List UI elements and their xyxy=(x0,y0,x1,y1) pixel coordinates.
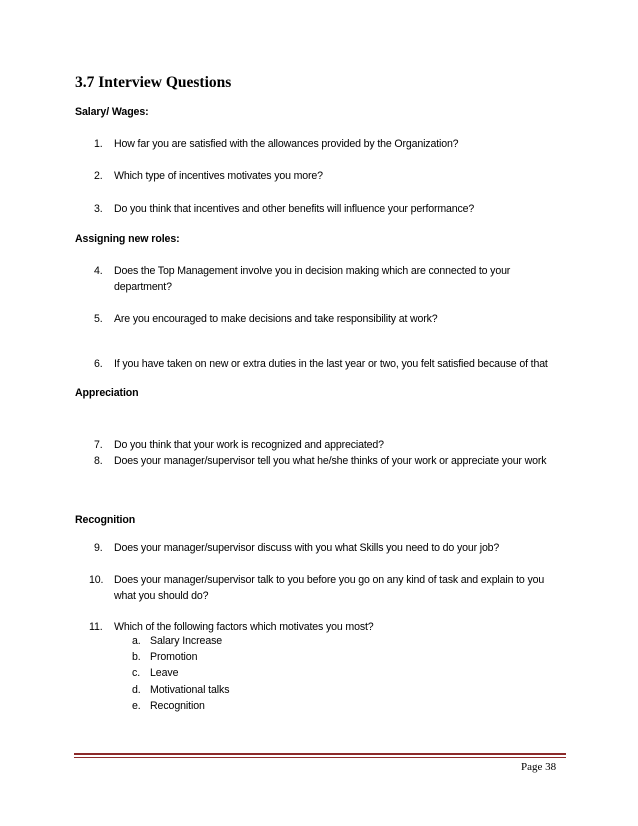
question-text: How far you are satisfied with the allowances provided by the Organization? xyxy=(114,138,459,150)
question-number: 3. xyxy=(94,203,103,215)
question-number: 8. xyxy=(94,455,103,467)
section-label-recognition: Recognition xyxy=(75,514,136,526)
option-letter: b. xyxy=(132,651,141,663)
question-number: 7. xyxy=(94,439,103,451)
question-text: Which of the following factors which motivates you most? xyxy=(114,621,374,633)
section-label-roles: Assigning new roles: xyxy=(75,233,180,245)
option-text: Leave xyxy=(150,667,179,679)
section-label-salary: Salary/ Wages: xyxy=(75,106,149,118)
section-label-appreciation: Appreciation xyxy=(75,387,139,399)
question-text: Do you think that your work is recognized and appreciated? xyxy=(114,439,384,451)
option-text: Promotion xyxy=(150,651,198,663)
option-letter: a. xyxy=(132,635,141,647)
question-text: Does the Top Management involve you in decision making which are connected to your department? xyxy=(114,265,511,293)
question-text: If you have taken on new or extra duties in the last year or two, you felt satisfied because of that xyxy=(114,358,548,370)
option-text: Recognition xyxy=(150,700,205,712)
option-text: Motivational talks xyxy=(150,684,230,696)
question-text: Does your manager/supervisor discuss with you what Skills you need to do your job? xyxy=(114,542,500,554)
question-text: Does your manager/supervisor tell you what he/she thinks of your work or appreciate your work xyxy=(114,455,547,467)
question-text: Do you think that incentives and other benefits will influence your performance? xyxy=(114,203,475,215)
option-letter: d. xyxy=(132,684,141,696)
question-number: 4. xyxy=(94,265,103,277)
option-text: Salary Increase xyxy=(150,635,223,647)
option-letter: e. xyxy=(132,700,141,712)
question-number: 11. xyxy=(89,621,103,633)
footer-rule-thick xyxy=(74,753,566,755)
option-letter: c. xyxy=(132,667,141,679)
question-number: 5. xyxy=(94,313,103,325)
page-number: Page 38 xyxy=(521,761,557,773)
question-text: Does your manager/supervisor talk to you before you go on any kind of task and explain to you what you should do? xyxy=(114,574,545,602)
question-number: 10. xyxy=(89,574,104,586)
question-number: 1. xyxy=(94,138,103,150)
question-text: Which type of incentives motivates you more? xyxy=(114,170,323,182)
section-heading: 3.7 Interview Questions xyxy=(75,74,232,91)
footer-rule-thin xyxy=(74,757,566,758)
question-text: Are you encouraged to make decisions and take responsibility at work? xyxy=(114,313,438,325)
question-number: 9. xyxy=(94,542,103,554)
question-number: 2. xyxy=(94,170,103,182)
question-number: 6. xyxy=(94,358,103,370)
